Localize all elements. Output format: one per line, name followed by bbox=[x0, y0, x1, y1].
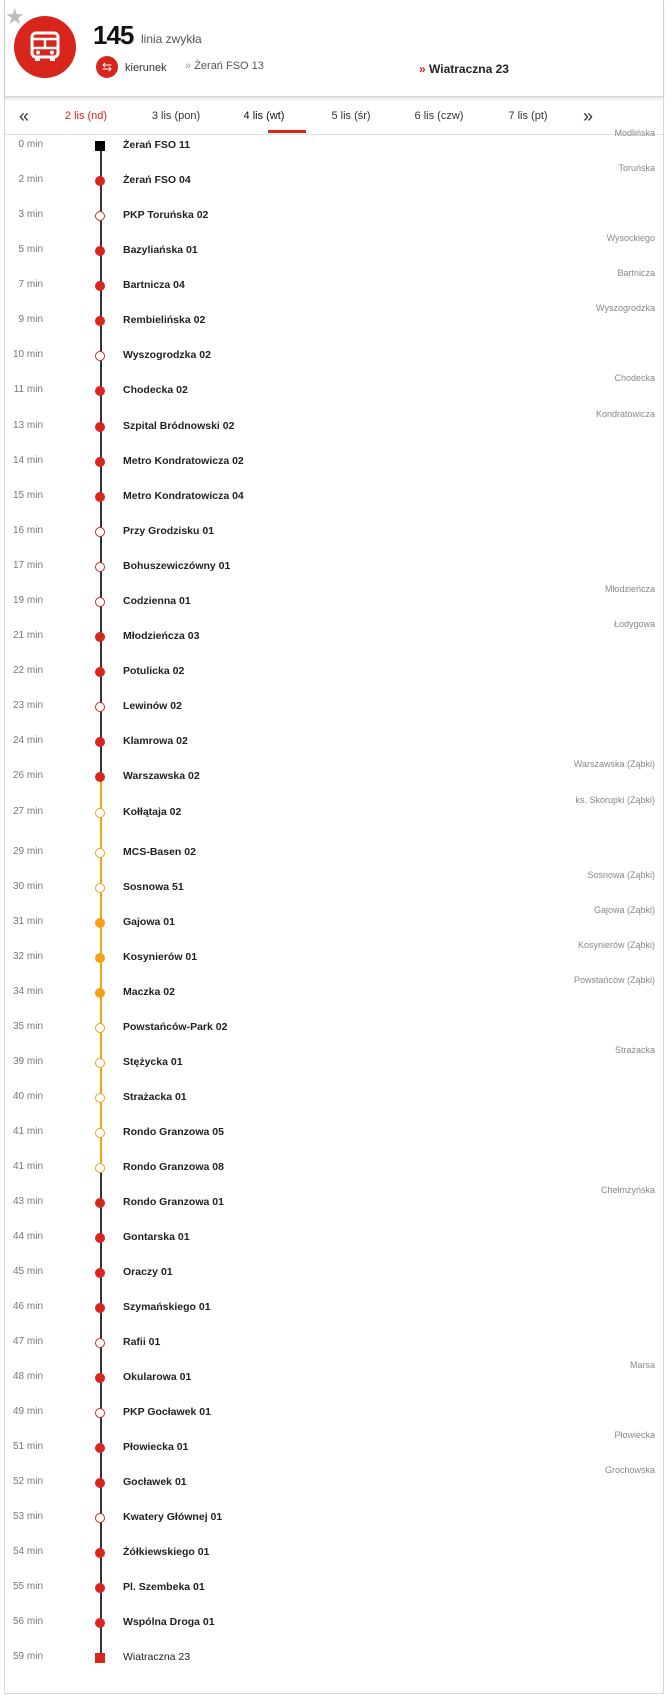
stop-time: 7 min bbox=[18, 279, 43, 290]
street-name: Kosynierów (Ząbki) bbox=[577, 940, 655, 950]
stop-row[interactable] bbox=[5, 1088, 663, 1108]
stop-name[interactable]: Rondo Granzowa 01 bbox=[123, 1196, 224, 1208]
stop-row[interactable] bbox=[5, 662, 663, 682]
date-tab-4[interactable]: 6 lis (czw) bbox=[414, 110, 464, 122]
stop-name[interactable]: PKP Gocławek 01 bbox=[123, 1406, 211, 1418]
stop-row[interactable] bbox=[5, 1465, 663, 1493]
stop-row[interactable] bbox=[5, 1228, 663, 1248]
favorite-star-icon[interactable]: ★ bbox=[5, 4, 25, 29]
stop-marker-icon bbox=[95, 1443, 105, 1453]
stop-time: 27 min bbox=[12, 806, 43, 817]
street-name: ks. Skorupki (Ząbki) bbox=[575, 795, 655, 805]
street-name: Wysockiego bbox=[606, 233, 655, 243]
stop-row[interactable] bbox=[5, 1578, 663, 1598]
stop-time: 49 min bbox=[12, 1406, 43, 1417]
line-number: 145 bbox=[93, 20, 134, 50]
stop-marker-icon bbox=[95, 1373, 105, 1383]
from-stop-label: Żerań FSO 13 bbox=[194, 60, 264, 72]
stop-time: 9 min bbox=[18, 314, 43, 325]
stop-name[interactable]: Lewinów 02 bbox=[123, 700, 182, 712]
stop-time: 32 min bbox=[12, 951, 43, 962]
stop-time: 19 min bbox=[12, 595, 43, 606]
stop-marker-icon bbox=[95, 281, 105, 291]
timetable-card bbox=[4, 0, 664, 1694]
street-name: Grochowska bbox=[604, 1465, 655, 1475]
stop-row[interactable] bbox=[5, 373, 663, 401]
stop-row[interactable] bbox=[5, 795, 663, 823]
stop-name[interactable]: Wyszogrodzka 02 bbox=[123, 349, 211, 361]
stop-time: 46 min bbox=[12, 1301, 43, 1312]
stop-name[interactable]: Kwatery Głównej 01 bbox=[123, 1511, 223, 1523]
stop-marker-icon bbox=[95, 667, 105, 677]
stop-marker-icon bbox=[95, 1338, 105, 1348]
stop-time: 56 min bbox=[12, 1616, 43, 1627]
stop-marker-icon bbox=[95, 737, 105, 747]
street-name: Marsa bbox=[629, 1360, 655, 1370]
stop-name[interactable]: Powstańców-Park 02 bbox=[123, 1021, 228, 1033]
stop-name[interactable]: Szymańskiego 01 bbox=[123, 1301, 211, 1313]
stop-marker-icon bbox=[95, 316, 105, 326]
date-tab-0[interactable]: 2 lis (nd) bbox=[64, 110, 108, 122]
stop-name[interactable]: Metro Kondratowicza 02 bbox=[123, 455, 244, 467]
street-name: Powstańców (Ząbki) bbox=[573, 975, 655, 985]
street-name: Chodecka bbox=[614, 373, 655, 383]
stop-name[interactable]: Bohuszewiczówny 01 bbox=[123, 560, 231, 572]
stop-row[interactable] bbox=[5, 975, 663, 1003]
stop-marker-icon bbox=[95, 702, 105, 712]
stop-marker-icon bbox=[95, 386, 105, 396]
stop-row[interactable] bbox=[5, 940, 663, 968]
stop-row[interactable] bbox=[5, 452, 663, 472]
prev-dates-button[interactable]: « bbox=[19, 106, 30, 126]
street-name: Płowiecka bbox=[614, 1430, 655, 1440]
stop-row[interactable] bbox=[5, 584, 663, 612]
stop-name[interactable]: Pl. Szembeka 01 bbox=[123, 1581, 205, 1593]
active-date-indicator bbox=[268, 130, 306, 133]
stop-name[interactable]: Żerań FSO 11 bbox=[123, 139, 191, 151]
stop-name[interactable]: Wspólna Droga 01 bbox=[123, 1616, 215, 1628]
stop-marker-icon bbox=[95, 176, 105, 186]
stop-time: 40 min bbox=[12, 1091, 43, 1102]
stop-name[interactable]: Warszawska 02 bbox=[123, 770, 200, 782]
stop-marker-icon bbox=[95, 1583, 105, 1593]
stop-marker-icon bbox=[95, 492, 105, 502]
stop-row[interactable] bbox=[5, 522, 663, 542]
stop-name[interactable]: Codzienna 01 bbox=[123, 595, 191, 607]
stop-marker-icon bbox=[95, 1163, 105, 1173]
stop-time: 21 min bbox=[12, 630, 43, 641]
stop-marker-icon bbox=[95, 1303, 105, 1313]
street-name: Wyszogrodzka bbox=[596, 303, 655, 313]
stop-row[interactable] bbox=[5, 409, 663, 437]
stop-marker-icon bbox=[95, 457, 105, 467]
stop-name[interactable]: Potulicka 02 bbox=[123, 665, 185, 677]
stop-name[interactable]: MCS-Basen 02 bbox=[123, 846, 196, 858]
street-name: Chełmżyńska bbox=[600, 1185, 655, 1195]
stop-time: 59 min bbox=[12, 1651, 43, 1662]
stop-row[interactable] bbox=[5, 233, 663, 261]
swap-direction-icon[interactable]: ⇆ bbox=[96, 56, 118, 78]
stop-time: 55 min bbox=[12, 1581, 43, 1592]
stop-time: 54 min bbox=[12, 1546, 43, 1557]
route-timeline bbox=[5, 128, 663, 1692]
stop-row[interactable] bbox=[5, 697, 663, 717]
stop-row[interactable] bbox=[5, 268, 663, 296]
stop-time: 17 min bbox=[12, 560, 43, 571]
stop-row[interactable] bbox=[5, 1508, 663, 1528]
stop-time: 29 min bbox=[12, 846, 43, 857]
stop-marker-icon bbox=[95, 1408, 105, 1418]
date-navigation bbox=[5, 100, 663, 135]
stop-name[interactable]: Płowiecka 01 bbox=[123, 1441, 189, 1453]
stop-marker-icon bbox=[95, 1093, 105, 1103]
stop-row[interactable] bbox=[5, 303, 663, 331]
stop-row[interactable] bbox=[5, 1045, 663, 1073]
stop-time: 22 min bbox=[12, 665, 43, 676]
stop-name[interactable]: Oraczy 01 bbox=[123, 1266, 173, 1278]
stop-time: 53 min bbox=[12, 1511, 43, 1522]
stop-row[interactable] bbox=[5, 1298, 663, 1318]
stop-name[interactable]: Bartnicza 04 bbox=[123, 279, 185, 291]
stop-name[interactable]: Okularowa 01 bbox=[123, 1371, 192, 1383]
stop-time: 48 min bbox=[12, 1371, 43, 1382]
stop-name[interactable]: Żerań FSO 04 bbox=[123, 174, 191, 186]
stop-row[interactable] bbox=[5, 1123, 663, 1143]
stop-name[interactable]: Bazyliańska 01 bbox=[123, 244, 198, 256]
stop-row[interactable] bbox=[5, 1185, 663, 1213]
stop-marker-icon bbox=[95, 1058, 105, 1068]
stop-marker-icon bbox=[95, 1618, 105, 1628]
stop-time: 34 min bbox=[12, 986, 43, 997]
stop-row[interactable] bbox=[5, 487, 663, 507]
street-name: Kondratowicza bbox=[595, 409, 655, 419]
street-name: Łodygowa bbox=[613, 619, 655, 629]
stop-row[interactable] bbox=[5, 1263, 663, 1283]
stop-marker-icon bbox=[95, 1128, 105, 1138]
stop-name[interactable]: Gontarska 01 bbox=[123, 1231, 190, 1243]
stop-row[interactable] bbox=[5, 557, 663, 577]
stop-marker-icon bbox=[95, 772, 105, 782]
stop-name[interactable]: Stężycka 01 bbox=[123, 1056, 183, 1068]
stop-name[interactable]: Metro Kondratowicza 04 bbox=[123, 490, 244, 502]
stop-name[interactable]: Rondo Granzowa 05 bbox=[123, 1126, 224, 1138]
stop-marker-icon bbox=[95, 211, 105, 221]
stop-marker-icon bbox=[95, 1023, 105, 1033]
stop-marker-icon bbox=[95, 1198, 105, 1208]
street-name: Strażacka bbox=[614, 1045, 655, 1055]
next-dates-button[interactable]: » bbox=[583, 106, 594, 126]
stop-time: 0 min bbox=[18, 139, 43, 150]
stop-time: 2 min bbox=[18, 174, 43, 185]
stop-row[interactable] bbox=[5, 128, 663, 156]
stop-row[interactable] bbox=[5, 1613, 663, 1633]
stop-time: 26 min bbox=[12, 770, 43, 781]
stop-time: 30 min bbox=[12, 881, 43, 892]
stop-row[interactable] bbox=[5, 905, 663, 933]
stop-marker-icon bbox=[95, 953, 105, 963]
stop-time: 52 min bbox=[12, 1476, 43, 1487]
stop-name[interactable]: Rembielińska 02 bbox=[123, 314, 206, 326]
street-name: Młodzieńcza bbox=[604, 584, 655, 594]
stop-name[interactable]: Kosynierów 01 bbox=[123, 951, 198, 963]
stop-row[interactable] bbox=[5, 1158, 663, 1178]
date-tab-2[interactable]: 4 lis (wt) bbox=[243, 110, 285, 122]
stop-marker-icon bbox=[95, 1653, 105, 1663]
line-header bbox=[5, 0, 663, 97]
stop-marker-icon bbox=[95, 141, 105, 151]
stop-marker-icon bbox=[95, 422, 105, 432]
stop-time: 41 min bbox=[12, 1126, 43, 1137]
stop-marker-icon bbox=[95, 988, 105, 998]
street-name: Modlińska bbox=[614, 128, 655, 138]
stop-marker-icon bbox=[95, 808, 105, 818]
stop-row[interactable] bbox=[5, 1430, 663, 1458]
stop-marker-icon bbox=[95, 1548, 105, 1558]
stop-name[interactable]: Kołłątaja 02 bbox=[123, 806, 182, 818]
stop-name[interactable]: Szpital Bródnowski 02 bbox=[123, 420, 235, 432]
stop-time: 14 min bbox=[12, 455, 43, 466]
stop-marker-icon bbox=[95, 1478, 105, 1488]
stop-name[interactable]: Sosnowa 51 bbox=[123, 881, 184, 893]
stop-name[interactable]: Gajowa 01 bbox=[123, 916, 175, 928]
stop-row[interactable] bbox=[5, 1648, 663, 1668]
to-stop-label: Wiatraczna 23 bbox=[429, 62, 509, 76]
stop-time: 23 min bbox=[12, 700, 43, 711]
from-stop: » Żerań FSO 13 bbox=[185, 60, 264, 72]
street-name: Bartnicza bbox=[617, 268, 655, 278]
to-stop: » Wiatraczna 23 bbox=[419, 62, 509, 76]
stop-time: 31 min bbox=[12, 916, 43, 927]
stop-name[interactable]: Maczka 02 bbox=[123, 986, 175, 998]
stop-marker-icon bbox=[95, 1513, 105, 1523]
stop-marker-icon bbox=[95, 562, 105, 572]
street-name: Gajowa (Ząbki) bbox=[593, 905, 655, 915]
street-name: Toruńska bbox=[618, 163, 655, 173]
stop-time: 13 min bbox=[12, 420, 43, 431]
stop-time: 47 min bbox=[12, 1336, 43, 1347]
stop-name[interactable]: Wiatraczna 23 bbox=[123, 1651, 191, 1663]
stop-row[interactable] bbox=[5, 1333, 663, 1353]
stop-time: 15 min bbox=[12, 490, 43, 501]
stop-name[interactable]: Młodzieńcza 03 bbox=[123, 630, 200, 642]
stop-time: 11 min bbox=[13, 384, 43, 395]
stop-row[interactable] bbox=[5, 732, 663, 752]
stop-row[interactable] bbox=[5, 870, 663, 898]
stop-name[interactable]: Rafii 01 bbox=[123, 1336, 161, 1348]
stop-marker-icon bbox=[95, 918, 105, 928]
date-tab-5[interactable]: 7 lis (pt) bbox=[508, 110, 548, 122]
stop-time: 51 min bbox=[12, 1441, 43, 1452]
stop-marker-icon bbox=[95, 597, 105, 607]
stop-time: 41 min bbox=[12, 1161, 43, 1172]
stop-time: 24 min bbox=[12, 735, 43, 746]
stop-name[interactable]: Klamrowa 02 bbox=[123, 735, 188, 747]
stop-name[interactable]: Żółkiewskiego 01 bbox=[123, 1546, 210, 1558]
stop-marker-icon bbox=[95, 351, 105, 361]
stop-time: 43 min bbox=[12, 1196, 43, 1207]
stop-marker-icon bbox=[95, 848, 105, 858]
stop-name[interactable]: PKP Toruńska 02 bbox=[123, 209, 209, 221]
stop-time: 3 min bbox=[18, 209, 43, 220]
stop-row[interactable] bbox=[5, 206, 663, 226]
stop-row[interactable] bbox=[5, 843, 663, 863]
stop-row[interactable] bbox=[5, 346, 663, 366]
stop-name[interactable]: Rondo Granzowa 08 bbox=[123, 1161, 224, 1173]
stop-marker-icon bbox=[95, 527, 105, 537]
stop-time: 39 min bbox=[12, 1056, 43, 1067]
date-tab-3[interactable]: 5 lis (śr) bbox=[331, 110, 371, 122]
line-type: linia zwykła bbox=[141, 32, 202, 46]
stop-marker-icon bbox=[95, 883, 105, 893]
stop-row[interactable] bbox=[5, 619, 663, 647]
stop-row[interactable] bbox=[5, 1543, 663, 1563]
stop-row[interactable] bbox=[5, 1360, 663, 1388]
stop-row[interactable] bbox=[5, 1018, 663, 1038]
stop-marker-icon bbox=[95, 1233, 105, 1243]
stop-time: 45 min bbox=[12, 1266, 43, 1277]
stop-time: 35 min bbox=[12, 1021, 43, 1032]
direction-button[interactable]: kierunek bbox=[125, 62, 167, 74]
stop-time: 44 min bbox=[12, 1231, 43, 1242]
stop-name[interactable]: Przy Grodzisku 01 bbox=[123, 525, 215, 537]
street-name: Sosnowa (Ząbki) bbox=[587, 870, 655, 880]
stop-row[interactable] bbox=[5, 759, 663, 787]
stop-name[interactable]: Gocławek 01 bbox=[123, 1476, 187, 1488]
stop-row[interactable] bbox=[5, 163, 663, 191]
date-tab-1[interactable]: 3 lis (pon) bbox=[151, 110, 201, 122]
stop-marker-icon bbox=[95, 246, 105, 256]
stop-time: 16 min bbox=[12, 525, 43, 536]
stop-row[interactable] bbox=[5, 1403, 663, 1423]
stop-marker-icon bbox=[95, 1268, 105, 1278]
stop-name[interactable]: Strażacka 01 bbox=[123, 1091, 187, 1103]
stop-marker-icon bbox=[95, 632, 105, 642]
stop-time: 5 min bbox=[18, 244, 43, 255]
bus-icon bbox=[14, 16, 76, 78]
stop-time: 10 min bbox=[12, 349, 43, 360]
street-name: Warszawska (Ząbki) bbox=[573, 759, 655, 769]
stop-name[interactable]: Chodecka 02 bbox=[123, 384, 188, 396]
